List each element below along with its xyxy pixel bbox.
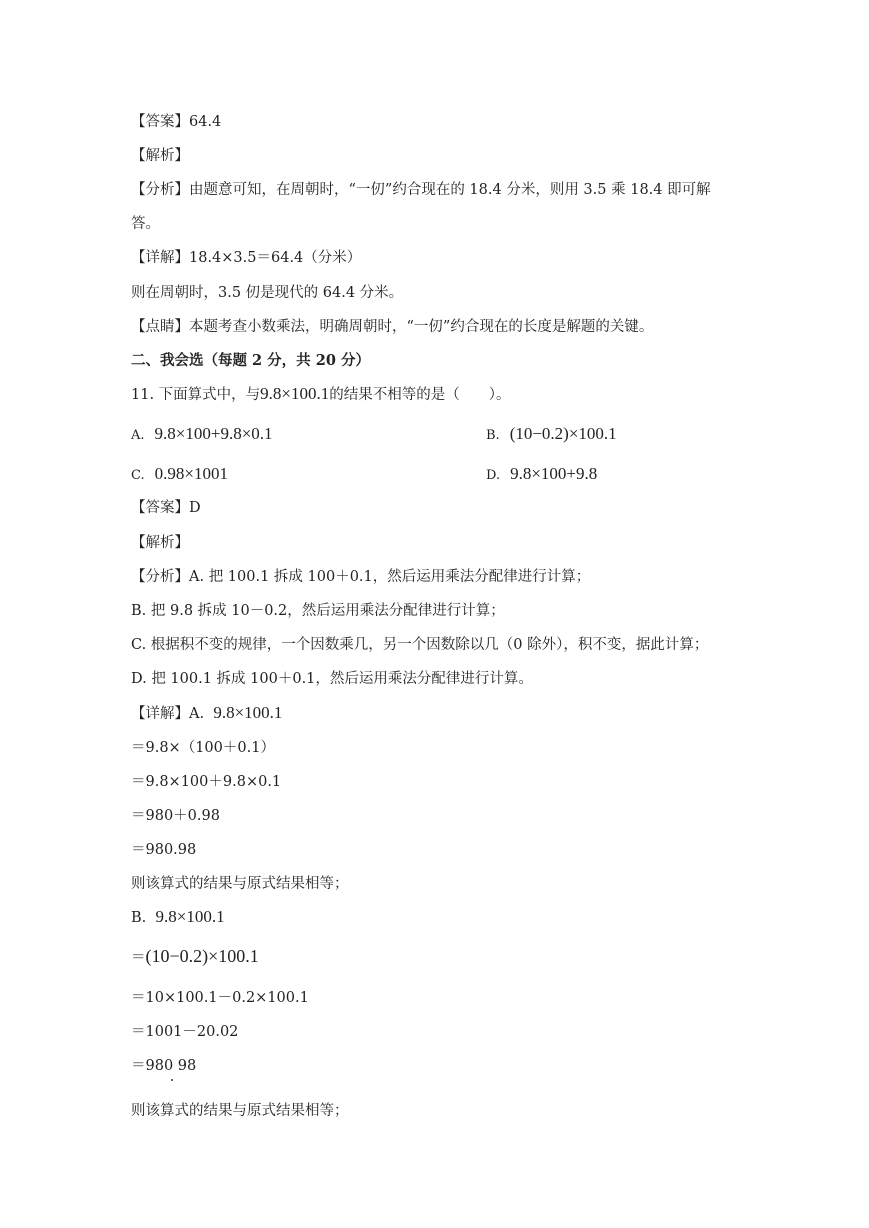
b-step-1-math: (10−0.2)×100.1 bbox=[145, 946, 259, 966]
a-step-2: ＝9.8×100＋9.8×0.1 bbox=[131, 774, 282, 790]
option-b-label: B. bbox=[486, 428, 500, 443]
q11-stem-prefix: 11. 下面算式中，与 bbox=[131, 387, 261, 403]
decimal-dot bbox=[171, 1079, 173, 1081]
a-step-1: ＝9.8×（100＋0.1） bbox=[131, 740, 275, 756]
option-c-label: C. bbox=[131, 468, 145, 483]
b-conclusion: 则该算式的结果与原式结果相等； bbox=[131, 1103, 349, 1119]
q11-detail-prefix: 【详解】A. bbox=[131, 706, 205, 722]
a-conclusion: 则该算式的结果与原式结果相等； bbox=[131, 876, 349, 892]
q11-stem-math: 9.8×100.1 bbox=[260, 384, 330, 403]
q11-analysis-a: 【分析】A. 把 100.1 拆成 100＋0.1，然后运用乘法分配律进行计算； bbox=[131, 569, 591, 585]
q10-answer: 【答案】64.4 bbox=[131, 114, 222, 130]
option-c bbox=[131, 464, 228, 486]
option-a-expr: 9.8×100+9.8×0.1 bbox=[154, 424, 273, 443]
option-d-expr: 9.8×100+9.8 bbox=[510, 464, 598, 483]
option-d-label: D. bbox=[486, 468, 501, 483]
b-step-4: ＝980 98 bbox=[131, 1058, 197, 1074]
q11-detail-math: 9.8×100.1 bbox=[213, 703, 283, 722]
b-prefix: B. bbox=[131, 910, 147, 926]
q11-analysis-heading: 【解析】 bbox=[131, 535, 189, 551]
option-a bbox=[131, 424, 273, 446]
q10-analysis-line1: 【分析】由题意可知，在周朝时，“一仞”约合现在的 18.4 分米，则用 3.5 乘 18.4 即可解 bbox=[131, 182, 711, 198]
q10-detail: 【详解】18.4×3.5＝64.4（分米） bbox=[131, 250, 362, 266]
option-d bbox=[486, 464, 597, 486]
q11-stem bbox=[131, 384, 511, 405]
option-b bbox=[486, 424, 617, 446]
option-b-expr: (10−0.2)×100.1 bbox=[509, 424, 617, 443]
a-step-4: ＝980.98 bbox=[131, 842, 197, 858]
q11-analysis-c: C. 根据积不变的规律，一个因数乘几，另一个因数除以几（0 除外），积不变，据此计算； bbox=[131, 637, 709, 653]
q11-stem-suffix: 的结果不相等的是（ ）。 bbox=[329, 387, 511, 403]
option-a-label: A. bbox=[131, 428, 145, 443]
b-step-2: ＝10×100.1－0.2×100.1 bbox=[131, 990, 309, 1006]
b-step-1 bbox=[131, 946, 259, 968]
a-step-3: ＝980＋0.98 bbox=[131, 808, 220, 824]
q11-analysis-d: D. 把 100.1 拆成 100＋0.1，然后运用乘法分配律进行计算。 bbox=[131, 671, 533, 687]
q11-detail-b bbox=[131, 907, 225, 928]
b-math: 9.8×100.1 bbox=[155, 907, 225, 926]
q11-answer: 【答案】D bbox=[131, 500, 201, 516]
q10-conclusion: 则在周朝时，3.5 仞是现代的 64.4 分米。 bbox=[131, 285, 404, 301]
q10-comment: 【点睛】本题考查小数乘法，明确周朝时，“一仞”约合现在的长度是解题的关键。 bbox=[131, 319, 654, 335]
q11-detail-a bbox=[131, 703, 282, 724]
b-step-3: ＝1001－20.02 bbox=[131, 1024, 239, 1040]
b-step-1-eq: ＝ bbox=[131, 950, 146, 966]
q10-analysis-line2: 答。 bbox=[131, 216, 160, 232]
option-c-expr: 0.98×1001 bbox=[154, 464, 228, 483]
section-heading: 二、我会选（每题 2 分，共 20 分） bbox=[131, 352, 370, 369]
q11-analysis-b: B. 把 9.8 拆成 10－0.2，然后运用乘法分配律进行计算； bbox=[131, 603, 505, 619]
q10-analysis-heading: 【解析】 bbox=[131, 148, 189, 164]
